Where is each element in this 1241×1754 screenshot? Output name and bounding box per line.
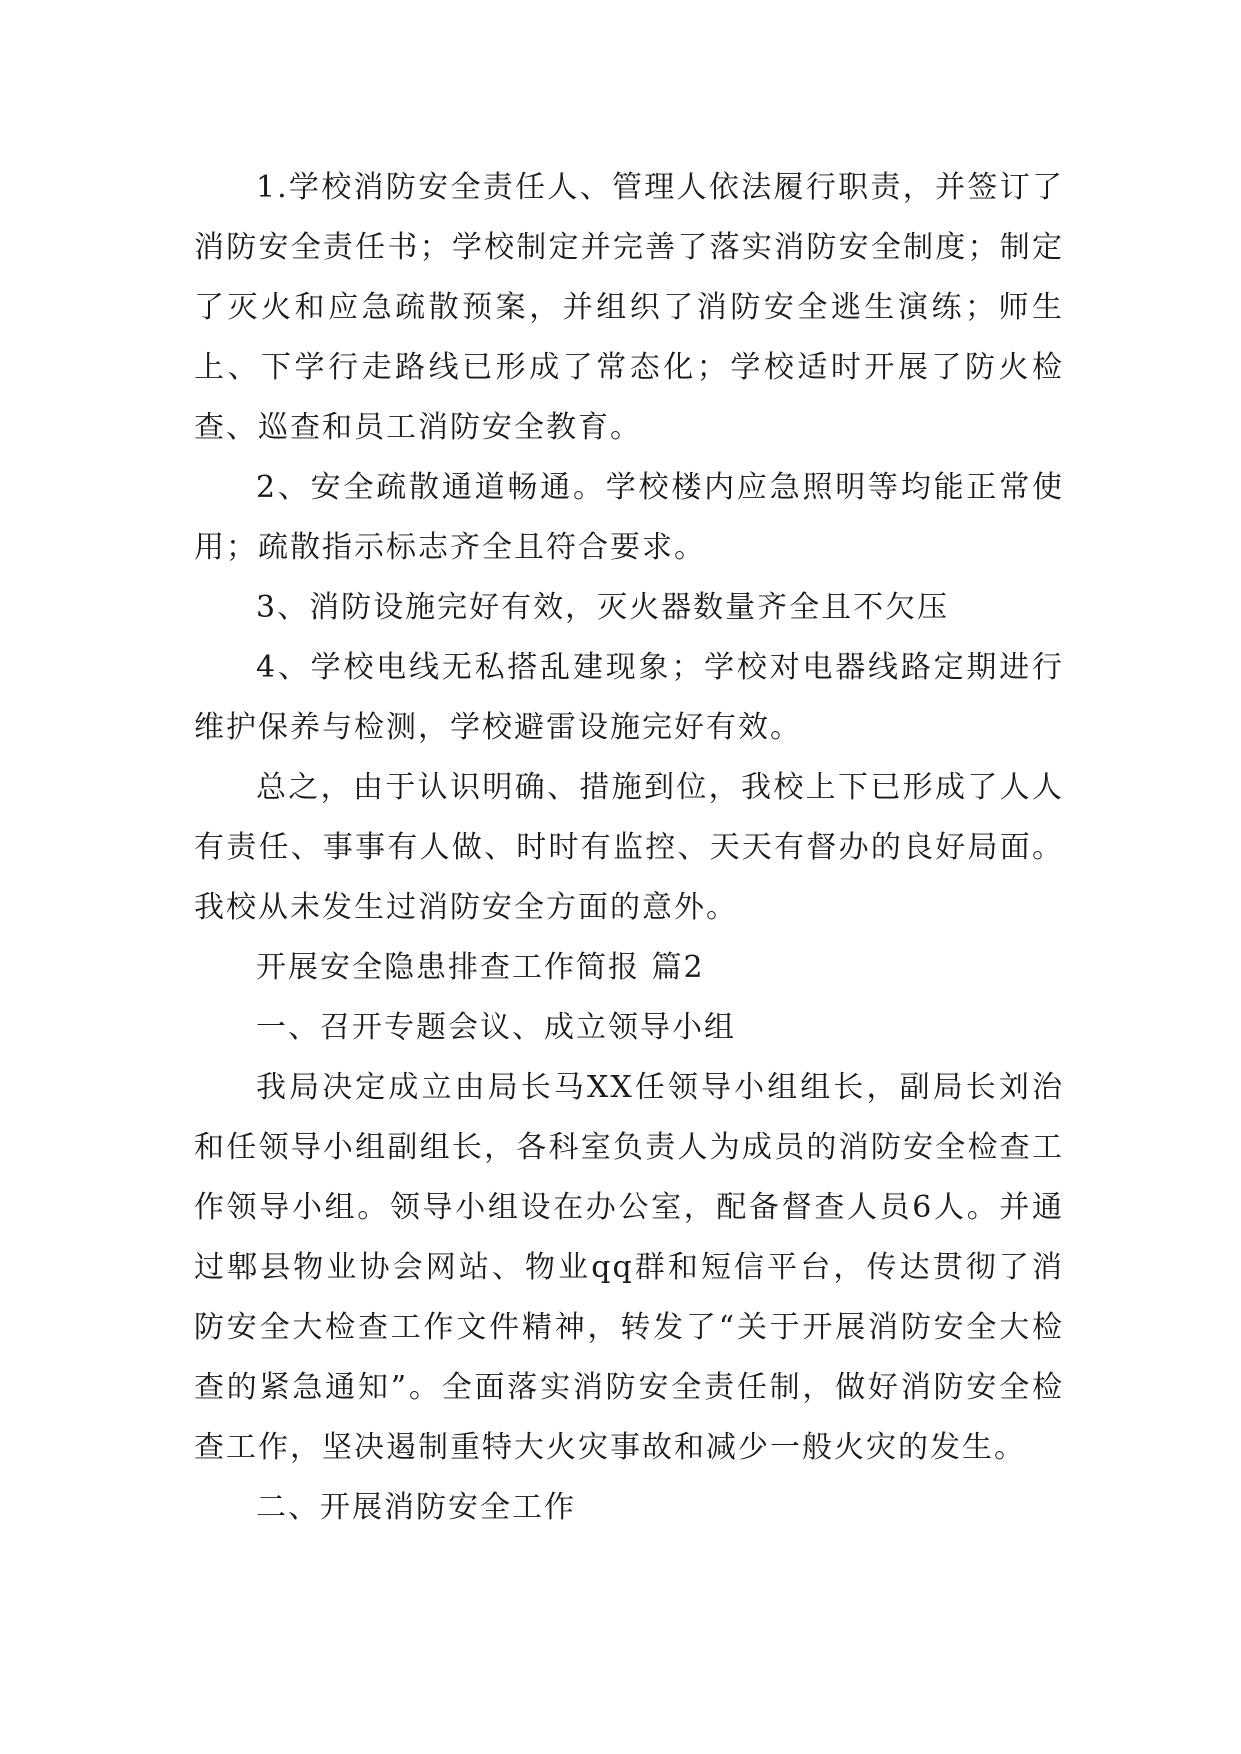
paragraph-wiring: 4、学校电线无私搭乱建现象；学校对电器线路定期进行维护保养与检测，学校避雷设施完好有效。: [194, 650, 1064, 745]
paragraph-summary: 总之，由于认识明确、措施到位，我校上下已形成了人人有责任、事事有人做、时时有监控、天天有督办的良好局面。我校从未发生过消防安全方面的意外。: [194, 770, 1064, 925]
paragraph-duties: 1.学校消防安全责任人、管理人依法履行职责，并签订了消防安全责任书；学校制定并完善了落实消防安全制度；制定了灭火和应急疏散预案，并组织了消防安全逃生演练；师生上、下学行走路线已形成了常态化；学校适时开展了防火检查、巡查和员工消防安全教育。: [194, 170, 1064, 445]
paragraph-facilities: 3、消防设施完好有效，灭火器数量齐全且不欠压: [256, 590, 950, 625]
document-body: [194, 158, 1064, 1538]
section-title: 开展安全隐患排查工作简报 篇2: [256, 950, 705, 985]
paragraph-evacuation: 2、安全疏散通道畅通。学校楼内应急照明等均能正常使用；疏散指示标志齐全且符合要求。: [194, 470, 1064, 565]
paragraph-leadership: 我局决定成立由局长马XX任领导小组组长，副局长刘治和任领导小组副组长，各科室负责人为成员的消防安全检查工作领导小组。领导小组设在办公室，配备督查人员6人。并通过郫县物业协会网站、物业qq群和短信平台，传达贯彻了消防安全大检查工作文件精神，转发了“关于开展消防安全大检查的紧急通知”。全面落实消防安全责任制，做好消防安全检查工作，坚决遏制重特大火灾事故和减少一般火灾的发生。: [194, 1070, 1064, 1465]
heading-fire-safety-work: 二、开展消防安全工作: [256, 1490, 576, 1525]
heading-meeting: 一、召开专题会议、成立领导小组: [256, 1010, 736, 1045]
